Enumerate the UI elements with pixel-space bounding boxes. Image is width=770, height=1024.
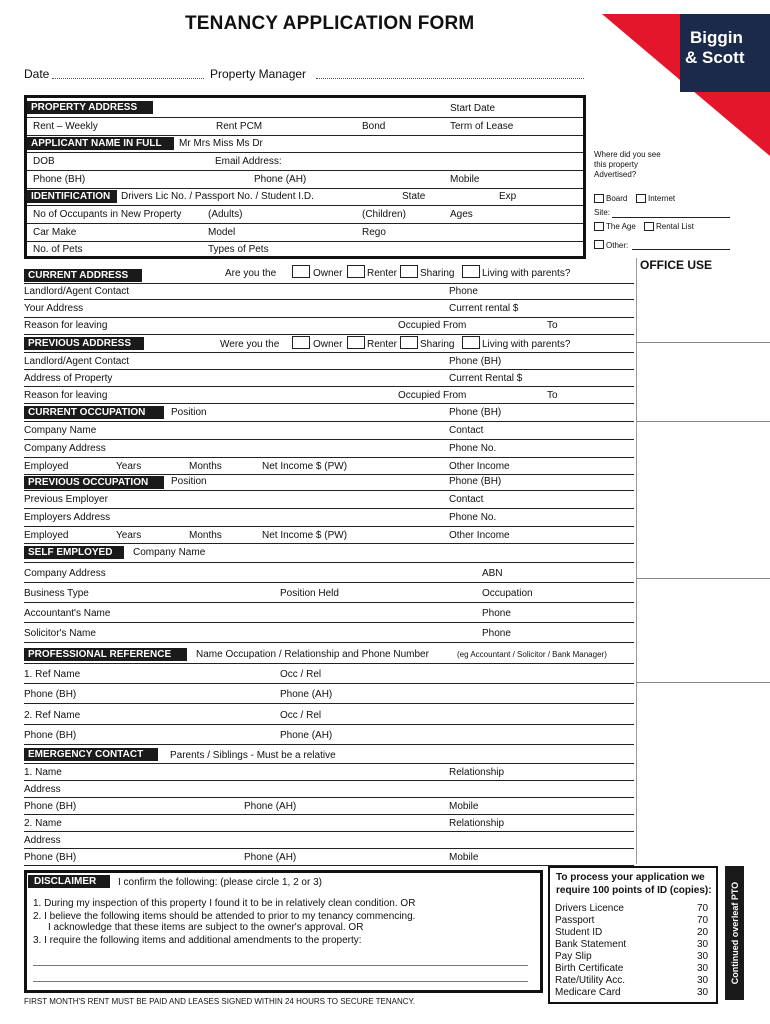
ref1-occ-label: Occ / Rel [280,669,322,680]
id-item-points: 70 [697,915,709,926]
current-renter-checkbox[interactable] [347,265,365,278]
email-label: Email Address: [215,156,282,167]
self-employed-heading: SELF EMPLOYED [24,546,124,559]
occupants-label: No of Occupants in New Property [33,209,182,220]
disclaimer-heading: DISCLAIMER [28,875,110,888]
emergency1-mobile-label: Mobile [449,801,479,812]
other-label: Other: [606,241,629,250]
id-item-name: Student ID [555,927,603,938]
current-phone-label: Phone [449,286,478,297]
are-you-label: Are you the [225,268,277,279]
reference-instruction: Name Occupation / Relationship and Phone Number [196,649,429,660]
previous-sharing-label: Sharing [420,339,455,350]
current-employed-label: Employed [24,461,69,472]
other-checkbox[interactable] [594,240,604,249]
applicant-titles[interactable]: Mr Mrs Miss Ms Dr [179,138,263,149]
previous-current-rental-label: Current Rental $ [449,373,523,384]
state-label: State [402,191,426,202]
continued-overleaf-text: Continued overleaf PTO [730,881,740,985]
site-label: Site: [594,208,611,217]
id-points-heading-line2: require 100 points of ID (copies): [556,885,712,896]
disclaimer-intro: I confirm the following: (please circle 1, 2 or 3) [118,877,322,888]
previous-reason-label: Reason for leaving [24,390,108,401]
current-parents-checkbox[interactable] [462,265,480,278]
current-address-heading: CURRENT ADDRESS [24,269,142,282]
professional-reference-heading: PROFESSIONAL REFERENCE [24,648,187,661]
previous-landlord-label: Landlord/Agent Contact [24,356,130,367]
office-use-divider [636,258,637,864]
occupation-label: Occupation [482,588,533,599]
disclaimer-item-1[interactable]: 1. During my inspection of this property I found it to be in relatively clean condition. OR [33,898,416,909]
emergency1-address-label: Address [24,784,61,795]
emergency2-relationship-label: Relationship [449,818,505,829]
rent-weekly-label: Rent – Weekly [33,121,98,132]
previous-occupation-heading: PREVIOUS OCCUPATION [24,476,164,489]
previous-parents-label: Living with parents? [482,339,571,350]
footer-note: FIRST MONTH'S RENT MUST BE PAID AND LEASES SIGNED WITHIN 24 HOURS TO SECURE TENANCY. [24,997,416,1006]
amendment-line-2[interactable] [33,981,528,982]
previous-to-label: To [547,390,558,401]
current-owner-checkbox[interactable] [292,265,310,278]
disclaimer-item-2[interactable]: 2. I believe the following items should be attended to prior to my tenancy commencing. [33,911,416,922]
previous-parents-checkbox[interactable] [462,336,480,349]
rent-pcm-label: Rent PCM [216,121,263,132]
ref1-phone-bh-label: Phone (BH) [24,689,77,700]
id-item-points: 20 [697,927,709,938]
ref2-occ-label: Occ / Rel [280,710,322,721]
abn-label: ABN [482,568,503,579]
property-manager-label: Property Manager [210,67,307,81]
emergency1-name-label: 1. Name [24,767,62,778]
pets-label: No. of Pets [33,244,83,255]
property-address-heading: PROPERTY ADDRESS [27,101,153,114]
rental-list-checkbox[interactable] [644,222,654,231]
phone-ah-label: Phone (AH) [254,174,307,185]
pet-types-label: Types of Pets [208,244,269,255]
previous-address-of-property-label: Address of Property [24,373,113,384]
previous-other-income-label: Other Income [449,530,510,541]
emergency2-mobile-label: Mobile [449,852,479,863]
id-item-points: 30 [697,951,709,962]
the-age-label: The Age [606,222,636,231]
id-item-name: Birth Certificate [555,963,624,974]
previous-phone-bh-label: Phone (BH) [449,356,502,367]
car-make-label: Car Make [33,227,77,238]
solicitor-label: Solicitor's Name [24,628,96,639]
previous-employer-label: Previous Employer [24,494,108,505]
board-label: Board [606,194,628,203]
id-item-name: Medicare Card [555,987,621,998]
internet-label: Internet [648,194,676,203]
other-field[interactable] [632,249,730,250]
id-item-name: Pay Slip [555,951,592,962]
emergency-note: Parents / Siblings - Must be a relative [170,750,336,761]
current-contact-label: Contact [449,425,484,436]
solicitor-phone-label: Phone [482,628,511,639]
previous-renter-checkbox[interactable] [347,336,365,349]
current-other-income-label: Other Income [449,461,510,472]
property-manager-field[interactable] [316,78,584,79]
mobile-label: Mobile [450,174,480,185]
ref1-name-label: 1. Ref Name [24,669,81,680]
current-phone-no-label: Phone No. [449,443,497,454]
current-occ-phone-label: Phone (BH) [449,407,502,418]
id-item-name: Passport [555,915,595,926]
term-of-lease-label: Term of Lease [450,121,514,132]
self-company-name-label: Company Name [133,547,206,558]
office-use-label: OFFICE USE [640,258,713,272]
current-net-income-label: Net Income $ (PW) [262,461,348,472]
id-points-heading-line1: To process your application we [556,872,705,883]
id-item-name: Bank Statement [555,939,627,950]
id-types-label: Drivers Lic No. / Passport No. / Student I.D. [121,191,314,202]
board-checkbox[interactable] [594,194,604,203]
emergency-contact-heading: EMERGENCY CONTACT [24,748,158,761]
advertised-question: Where did you see this property Advertised? [594,150,661,179]
site-field[interactable] [612,217,730,218]
previous-sharing-checkbox[interactable] [400,336,418,349]
reference-example: (eg Accountant / Solicitor / Bank Manager) [457,650,607,659]
self-company-address-label: Company Address [24,568,106,579]
current-reason-label: Reason for leaving [24,320,108,331]
page-title: TENANCY APPLICATION FORM [185,13,475,34]
adults-label: (Adults) [208,209,243,220]
current-occupied-from-label: Occupied From [398,320,467,331]
company-address-label: Company Address [24,443,106,454]
current-months-label: Months [189,461,222,472]
previous-renter-label: Renter [367,339,398,350]
emergency2-phone-ah-label: Phone (AH) [244,852,297,863]
company-logo [602,14,770,156]
the-age-checkbox[interactable] [594,222,604,231]
previous-address-heading: PREVIOUS ADDRESS [24,337,144,350]
disclaimer-item-3[interactable]: 3. I require the following items and additional amendments to the property: [33,935,362,946]
current-sharing-label: Sharing [420,268,455,279]
logo-text-biggin: Biggin [690,28,743,47]
current-sharing-checkbox[interactable] [400,265,418,278]
emergency2-name-label: 2. Name [24,818,62,829]
ages-label: Ages [450,209,473,220]
previous-occ-phone-label: Phone (BH) [449,476,502,487]
id-item-points: 30 [697,987,709,998]
children-label: (Children) [362,209,406,220]
rego-label: Rego [362,227,386,238]
current-occupation-heading: CURRENT OCCUPATION [24,406,164,419]
current-years-label: Years [116,461,142,472]
emergency1-phone-ah-label: Phone (AH) [244,801,297,812]
phone-bh-label: Phone (BH) [33,174,86,185]
previous-net-income-label: Net Income $ (PW) [262,530,348,541]
ref2-phone-ah-label: Phone (AH) [280,730,333,741]
logo-text-scott: & Scott [685,48,745,67]
current-owner-label: Owner [313,268,343,279]
current-parents-label: Living with parents? [482,268,571,279]
date-label: Date [24,67,50,81]
bond-label: Bond [362,121,386,132]
ref2-phone-bh-label: Phone (BH) [24,730,77,741]
exp-label: Exp [499,191,517,202]
id-item-points: 70 [697,903,709,914]
emergency1-phone-bh-label: Phone (BH) [24,801,77,812]
ref2-name-label: 2. Ref Name [24,710,81,721]
id-item-points: 30 [697,963,709,974]
current-renter-label: Renter [367,268,398,279]
your-address-label: Your Address [24,303,84,314]
emergency2-address-label: Address [24,835,61,846]
dob-label: DOB [33,156,55,167]
previous-contact-label: Contact [449,494,484,505]
id-item-name: Rate/Utility Acc. [555,975,626,986]
emergency1-relationship-label: Relationship [449,767,505,778]
current-position-label: Position [171,407,207,418]
start-date-label: Start Date [450,103,496,114]
previous-years-label: Years [116,530,142,541]
id-item-points: 30 [697,939,709,950]
rental-list-label: Rental List [656,222,694,231]
business-type-label: Business Type [24,588,89,599]
current-landlord-label: Landlord/Agent Contact [24,286,130,297]
position-held-label: Position Held [280,588,339,599]
identification-heading: IDENTIFICATION [27,190,117,203]
disclaimer-item-2-note: I acknowledge that these items are subject to the owner's approval. OR [48,922,364,933]
were-you-label: Were you the [220,339,280,350]
accountant-label: Accountant's Name [24,608,111,619]
ref1-phone-ah-label: Phone (AH) [280,689,333,700]
date-field[interactable] [52,78,204,79]
previous-occupied-from-label: Occupied From [398,390,467,401]
current-to-label: To [547,320,558,331]
emergency2-phone-bh-label: Phone (BH) [24,852,77,863]
company-name-label: Company Name [24,425,97,436]
previous-position-label: Position [171,476,207,487]
id-item-name: Drivers Licence [555,903,624,914]
employers-address-label: Employers Address [24,512,111,523]
previous-months-label: Months [189,530,222,541]
applicant-name-heading: APPLICANT NAME IN FULL [27,137,174,150]
previous-phone-no-label: Phone No. [449,512,497,523]
amendment-line-1[interactable] [33,965,528,966]
current-rental-label: Current rental $ [449,303,519,314]
previous-owner-label: Owner [313,339,343,350]
internet-checkbox[interactable] [636,194,646,203]
id-item-points: 30 [697,975,709,986]
previous-employed-label: Employed [24,530,69,541]
accountant-phone-label: Phone [482,608,511,619]
model-label: Model [208,227,236,238]
previous-owner-checkbox[interactable] [292,336,310,349]
